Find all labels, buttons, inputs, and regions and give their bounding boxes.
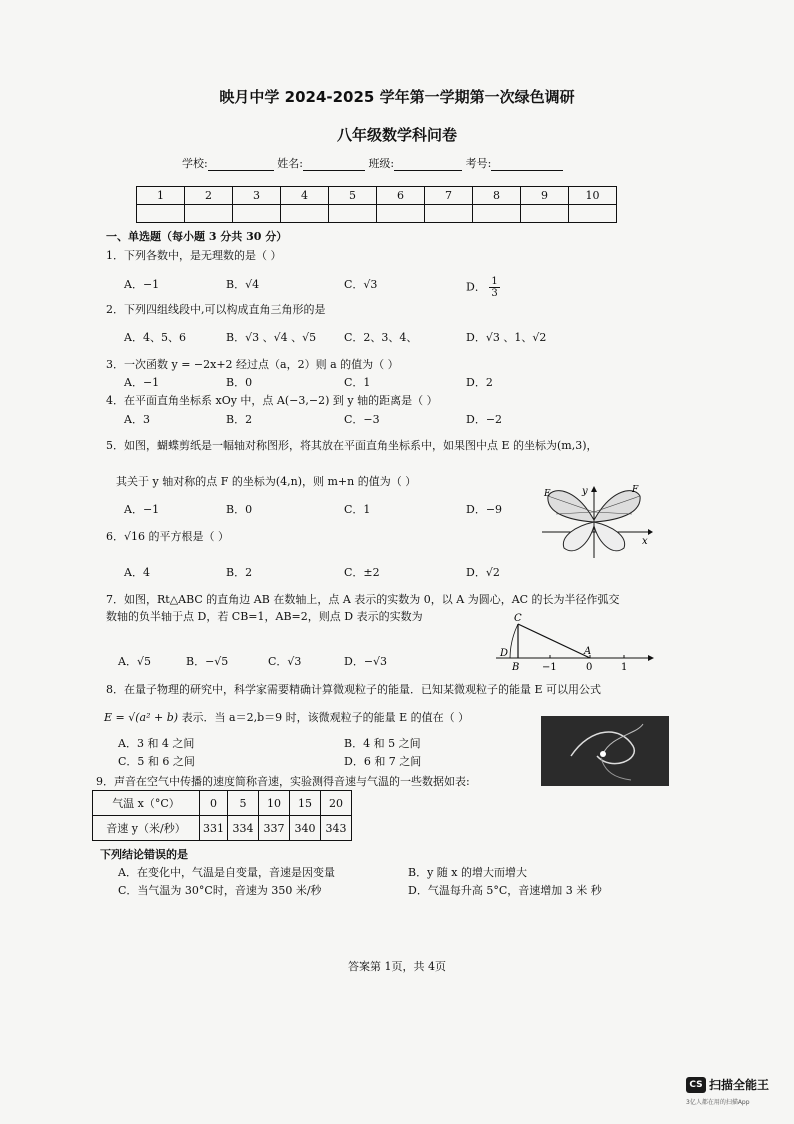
q2-option-a: A．4、5、6 bbox=[124, 331, 186, 344]
q9-option-b: B．y 随 x 的增大而增大 bbox=[408, 866, 527, 879]
temperature-cell: 10 bbox=[259, 791, 290, 816]
q5-stem-line2: 其关于 y 轴对称的点 F 的坐标为(4,n)，则 m+n 的值为（ ） bbox=[116, 475, 417, 488]
answer-number: 1 bbox=[137, 187, 185, 205]
q1-option-b: B．√4 bbox=[226, 278, 260, 291]
q7-option-d: D．−√3 bbox=[344, 655, 388, 668]
q2-stem: 2．下列四组线段中,可以构成直角三角形的是 bbox=[106, 303, 326, 316]
point-a-label: A bbox=[584, 646, 592, 657]
q8-option-c: C．5 和 6 之间 bbox=[118, 755, 195, 768]
number-line-arrow-icon bbox=[648, 655, 654, 661]
page-footer: 答案第 1页，共 4页 bbox=[348, 960, 446, 973]
q1-option-d-label: D． bbox=[466, 280, 486, 294]
right-upper-wing bbox=[594, 491, 640, 522]
point-c-label: C bbox=[514, 613, 522, 624]
row-label-speed: 音速 y（米/秒） bbox=[93, 816, 200, 841]
q3-option-b: B．0 bbox=[226, 376, 253, 389]
temperature-cell: 0 bbox=[200, 791, 228, 816]
school-field[interactable] bbox=[208, 158, 274, 171]
scanner-brand: 扫描全能王 bbox=[709, 1078, 770, 1092]
answer-number: 5 bbox=[329, 187, 377, 205]
class-label: 班级: bbox=[368, 157, 395, 170]
q8-option-a: A．3 和 4 之间 bbox=[118, 737, 195, 750]
butterfly-figure bbox=[536, 482, 656, 562]
answer-cell[interactable] bbox=[425, 205, 473, 223]
q9-stem: 9．声音在空气中传播的速度简称音速，实验测得音速与气温的一些数据如表: bbox=[96, 775, 470, 788]
scanner-tagline: 3亿人都在用的扫描App bbox=[686, 1099, 750, 1106]
tick-0-label: 0 bbox=[586, 662, 593, 673]
particle-trails-icon bbox=[541, 716, 669, 786]
answer-cell[interactable] bbox=[281, 205, 329, 223]
q1-option-a: A．−1 bbox=[124, 278, 160, 291]
q6-option-a: A．4 bbox=[124, 566, 150, 579]
q4-option-b: B．2 bbox=[226, 413, 253, 426]
answer-cell[interactable] bbox=[521, 205, 569, 223]
y-axis-arrow-icon bbox=[591, 486, 597, 492]
q6-option-d: D．√2 bbox=[466, 566, 500, 579]
triangle-number-line-figure bbox=[490, 610, 656, 674]
tick-minus1-label: −1 bbox=[542, 662, 557, 673]
q7-option-b: B．−√5 bbox=[186, 655, 229, 668]
q6-stem: 6．√16 的平方根是（ ） bbox=[106, 530, 229, 543]
left-lower-wing bbox=[563, 522, 594, 551]
q3-option-a: A．−1 bbox=[124, 376, 160, 389]
arc bbox=[510, 624, 518, 658]
q9-prompt: 下列结论错误的是 bbox=[100, 848, 188, 861]
q8-stem-line1: 8．在量子物理的研究中，科学家需要精确计算微观粒子的能量．已知某微观粒子的能量 E 可以用公式 bbox=[106, 683, 602, 696]
q7-stem-line2: 数轴的负半轴于点 D，若 CB=1，AB=2，则点 D 表示的实数为 bbox=[106, 610, 423, 623]
tick-1-label: 1 bbox=[621, 662, 628, 673]
q5-option-b: B．0 bbox=[226, 503, 253, 516]
q5-option-a: A．−1 bbox=[124, 503, 160, 516]
q7-stem-line1: 7．如图，Rt△ABC 的直角边 AB 在数轴上，点 A 表示的实数为 0，以 A 为圆心，AC 的长为半径作弧交 bbox=[106, 593, 620, 606]
q5-stem-line1: 5．如图，蝴蝶剪纸是一幅轴对称图形，将其放在平面直角坐标系中，如果图中点 E 的坐标为(m,3)， bbox=[106, 439, 598, 452]
answer-cell[interactable] bbox=[569, 205, 617, 223]
answer-number: 4 bbox=[281, 187, 329, 205]
number-label: 考号: bbox=[465, 157, 492, 170]
q5-option-c: C．1 bbox=[344, 503, 371, 516]
side-ca bbox=[518, 624, 590, 658]
q9-option-a: A．在变化中，气温是自变量，音速是因变量 bbox=[118, 866, 335, 879]
q9-option-c: C．当气温为 30°C时，音速为 350 米/秒 bbox=[118, 884, 322, 897]
q3-stem: 3．一次函数 y = −2x+2 经过点（a，2）则 a 的值为（ ） bbox=[106, 358, 399, 371]
exam-subtitle: 八年级数学科问卷 bbox=[336, 126, 457, 144]
cs-logo-icon: CS bbox=[686, 1077, 706, 1093]
school-label: 学校: bbox=[182, 157, 208, 170]
answer-table bbox=[136, 186, 617, 223]
answer-cell[interactable] bbox=[137, 205, 185, 223]
speed-cell: 331 bbox=[200, 816, 228, 841]
y-axis-label: y bbox=[582, 486, 588, 497]
answer-number: 8 bbox=[473, 187, 521, 205]
q6-option-c: C．±2 bbox=[344, 566, 380, 579]
answer-number: 2 bbox=[185, 187, 233, 205]
q8-option-d: D．6 和 7 之间 bbox=[344, 755, 422, 768]
q9-option-d: D．气温每升高 5°C，音速增加 3 米 秒 bbox=[408, 884, 602, 897]
point-d-label: D bbox=[500, 648, 509, 659]
q1-stem: 1．下列各数中，是无理数的是（ ） bbox=[106, 249, 282, 262]
q8-formula: E = √(a² + b) bbox=[104, 711, 179, 724]
answer-cell[interactable] bbox=[329, 205, 377, 223]
answer-cell[interactable] bbox=[473, 205, 521, 223]
section-title: 一、单选题（每小题 3 分共 30 分） bbox=[106, 230, 288, 243]
q4-option-a: A．3 bbox=[124, 413, 150, 426]
q4-option-d: D．−2 bbox=[466, 413, 503, 426]
q1-option-d bbox=[466, 276, 500, 299]
q2-option-d: D．√3 、1、√2 bbox=[466, 331, 547, 344]
row-label-temperature: 气温 x（°C） bbox=[93, 791, 200, 816]
q4-option-c: C．−3 bbox=[344, 413, 380, 426]
temperature-cell: 15 bbox=[290, 791, 321, 816]
q8-option-b: B．4 和 5 之间 bbox=[344, 737, 421, 750]
speed-cell: 337 bbox=[259, 816, 290, 841]
name-label: 姓名: bbox=[277, 157, 303, 170]
answer-cell[interactable] bbox=[233, 205, 281, 223]
scanner-watermark bbox=[686, 1076, 769, 1093]
name-field[interactable] bbox=[303, 158, 365, 171]
q3-option-c: C．1 bbox=[344, 376, 371, 389]
x-axis-arrow-icon bbox=[648, 529, 653, 535]
speed-cell: 334 bbox=[228, 816, 259, 841]
q5-option-d: D．−9 bbox=[466, 503, 503, 516]
q7-option-c: C．√3 bbox=[268, 655, 302, 668]
temperature-cell: 5 bbox=[228, 791, 259, 816]
point-f-label: F bbox=[632, 485, 639, 495]
q6-option-b: B．2 bbox=[226, 566, 253, 579]
class-field[interactable] bbox=[394, 158, 462, 171]
point-b-label: B bbox=[512, 662, 520, 673]
sound-speed-table bbox=[92, 790, 352, 841]
student-info bbox=[182, 155, 563, 171]
q2-option-b: B．√3 、√4 、√5 bbox=[226, 331, 317, 344]
answer-number: 9 bbox=[521, 187, 569, 205]
point-e-label: E bbox=[544, 489, 551, 499]
right-lower-wing bbox=[594, 522, 625, 551]
q8-stem-text: 表示．当 a＝2,b＝9 时，该微观粒子的能量 E 的值在（ ） bbox=[181, 711, 470, 724]
q1-option-c: C．√3 bbox=[344, 278, 378, 291]
q3-option-d: D．2 bbox=[466, 376, 493, 389]
speed-cell: 343 bbox=[321, 816, 352, 841]
answer-number: 6 bbox=[377, 187, 425, 205]
q1-fraction bbox=[489, 276, 499, 299]
speed-cell: 340 bbox=[290, 816, 321, 841]
answer-number: 7 bbox=[425, 187, 473, 205]
q7-option-a: A．√5 bbox=[118, 655, 151, 668]
answer-cell[interactable] bbox=[377, 205, 425, 223]
x-axis-label: x bbox=[642, 536, 648, 547]
q4-stem: 4．在平面直角坐标系 xOy 中，点 A(−3,−2) 到 y 轴的距离是（ ） bbox=[106, 394, 438, 407]
exam-title: 映月中学 2024-2025 学年第一学期第一次绿色调研 bbox=[219, 88, 575, 106]
q2-option-c: C．2、3、4、 bbox=[344, 331, 418, 344]
answer-number: 3 bbox=[233, 187, 281, 205]
answer-cell[interactable] bbox=[185, 205, 233, 223]
temperature-cell: 20 bbox=[321, 791, 352, 816]
answer-number: 10 bbox=[569, 187, 617, 205]
q8-stem-line2 bbox=[104, 709, 469, 725]
number-field[interactable] bbox=[491, 158, 563, 171]
q1-denominator: 3 bbox=[491, 288, 498, 299]
q1-numerator: 1 bbox=[491, 276, 498, 287]
particle-photo bbox=[541, 716, 669, 786]
